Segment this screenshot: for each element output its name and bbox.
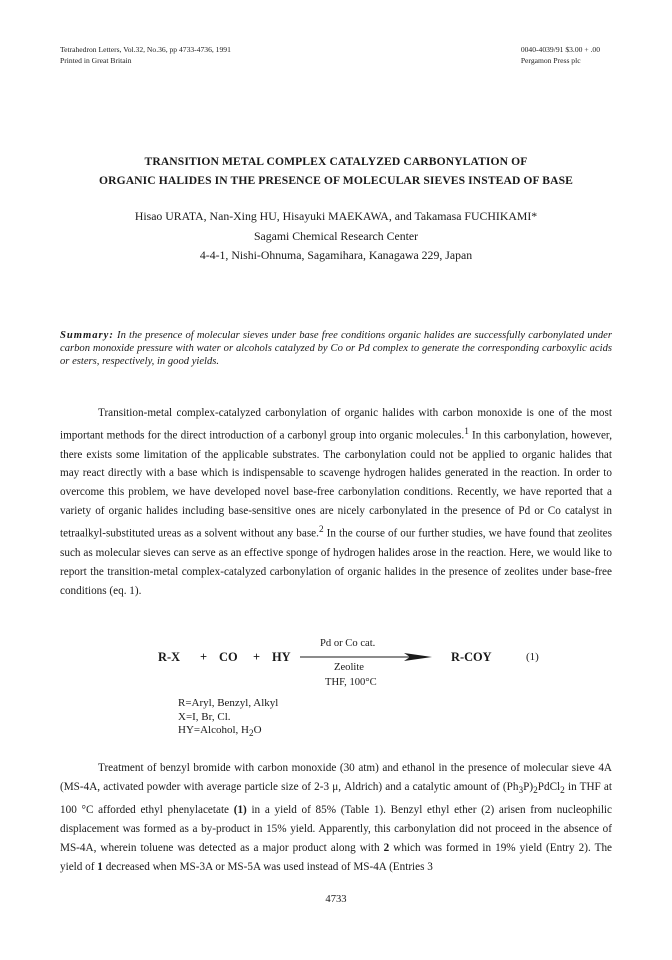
reference-1: 1 [464,426,469,437]
paragraph-intro [60,404,612,601]
page-number: 4733 [325,894,347,905]
substituent-definitions [178,697,278,741]
plus-sign: + [253,650,261,664]
summary-text: In the presence of molecular sieves under base free conditions organic halides are successfully carbonylated under carbon monoxide pressure with water or alcohols catalyzed by Co or Pd complex to generate the corresponding carboxylic acids or esters, respectively, in good yields. [60,330,612,367]
publisher-info [521,44,600,66]
issn-price-line: 0040-4039/91 $3.00 + .00 [520,45,600,54]
definition-hy: HY=Alcohol, $H_2O$ [178,724,262,739]
compound-1: 1 [97,860,103,873]
author-block [0,207,672,266]
reactant-hy: HY [272,650,291,664]
title-line-1: TRANSITION METAL COMPLEX CATALYZED CARBONYLATION OF [144,155,528,168]
journal-citation [60,44,231,66]
definition-x: X=I, Br, Cl. [178,710,231,723]
catalyst-label: Pd or Co cat. [320,638,376,649]
reaction-arrow-icon [300,651,434,663]
paragraph-text: In this carbonylation, however, there exists some limitation of the applicable substrates. The carbonylation could not be applied to organic halides that may react directly with a base which is indispensable to scavenge hydrogen halides generated in the reaction. In order to overcome this problem, we have developed novel base-free carbonylation conditions. Recently, we have reported that a variety of organic halides including base-sensitive ones are nicely carbonylated in the presence of Pd or Co catalyst in tetraalkyl-substituted ureas as a solvent without any base. [60,429,613,540]
definition-r: R=Aryl, Benzyl, Alkyl [178,697,279,709]
plus-sign: + [200,650,208,664]
summary [60,330,612,368]
conditions-label: THF, 100°C [325,677,377,688]
reactant-co: CO [219,650,238,664]
author-names: Hisao URATA, Nan-Xing HU, Hisayuki MAEKAWA, and Takamasa FUCHIKAMI* [134,209,538,223]
institution: Sagami Chemical Research Center [253,228,419,243]
summary-label: Summary: [60,330,114,341]
reference-2: 2 [318,525,324,536]
address: 4-4-1, Nishi-Ohnuma, Sagamihara, Kanagawa 229, Japan [199,248,473,262]
paragraph-text: In the course of our further studies, we have found that zeolites such as molecular sieves can serve as an effective sponge of hydrogen halides arose in the reaction. Here, we would like to report the transition-metal complex-catalyzed carbonylation of organic halides in the presence of zeolites under base-free conditions (eq. 1). [60,527,613,597]
product-rcoy: R-COY [451,650,492,664]
publisher-line: Pergamon Press plc [520,56,581,65]
paragraph-results: Treatment of benzyl bromide with carbon monoxide (30 atm) and ethanol in the presence of molecular sieve 4A (MS-4A, activated powder with average particle size of 2-3 μ, Aldrich) and a catalytic amount of $(Ph_3P)_2PdCl_2$ in THF at 100 °C afforded ethyl phenylacetate (1) in a yield of 85% (Table 1). Benzyl ethyl ether (2) arisen from nucleophilic displacement was formed as a by-product in 15% yield. Apparently, this carbonylation did not proceed in the absence of MS-4A, wherein toluene was detected as a major product along with 2 which was formed in 19% yield (Entry 2). The yield of 1 decreased when MS-3A or MS-5A was used instead of MS-4A (Entries 3 [60,762,613,873]
paragraph-text: Transition-metal complex-catalyzed carbonylation of organic halides with carbon monoxide is one of the most important methods for the direct introduction of a carbonyl group into organic molecules. [60,407,612,442]
compound-2: 2 [383,841,390,854]
zeolite-label: Zeolite [334,662,365,673]
title-line-2: ORGANIC HALIDES IN THE PRESENCE OF MOLECULAR SIEVES INSTEAD OF BASE [99,174,573,187]
equation-number: (1) [526,651,539,663]
citation-line: Tetrahedron Letters, Vol.32, No.36, pp 4733-4736, 1991 [60,45,231,54]
reaction-equation [0,638,672,688]
compound-1: (1) [233,804,247,817]
reactant-rx: R-X [158,650,181,664]
printed-in-line: Printed in Great Britain [60,56,132,65]
paper-title [0,152,672,190]
